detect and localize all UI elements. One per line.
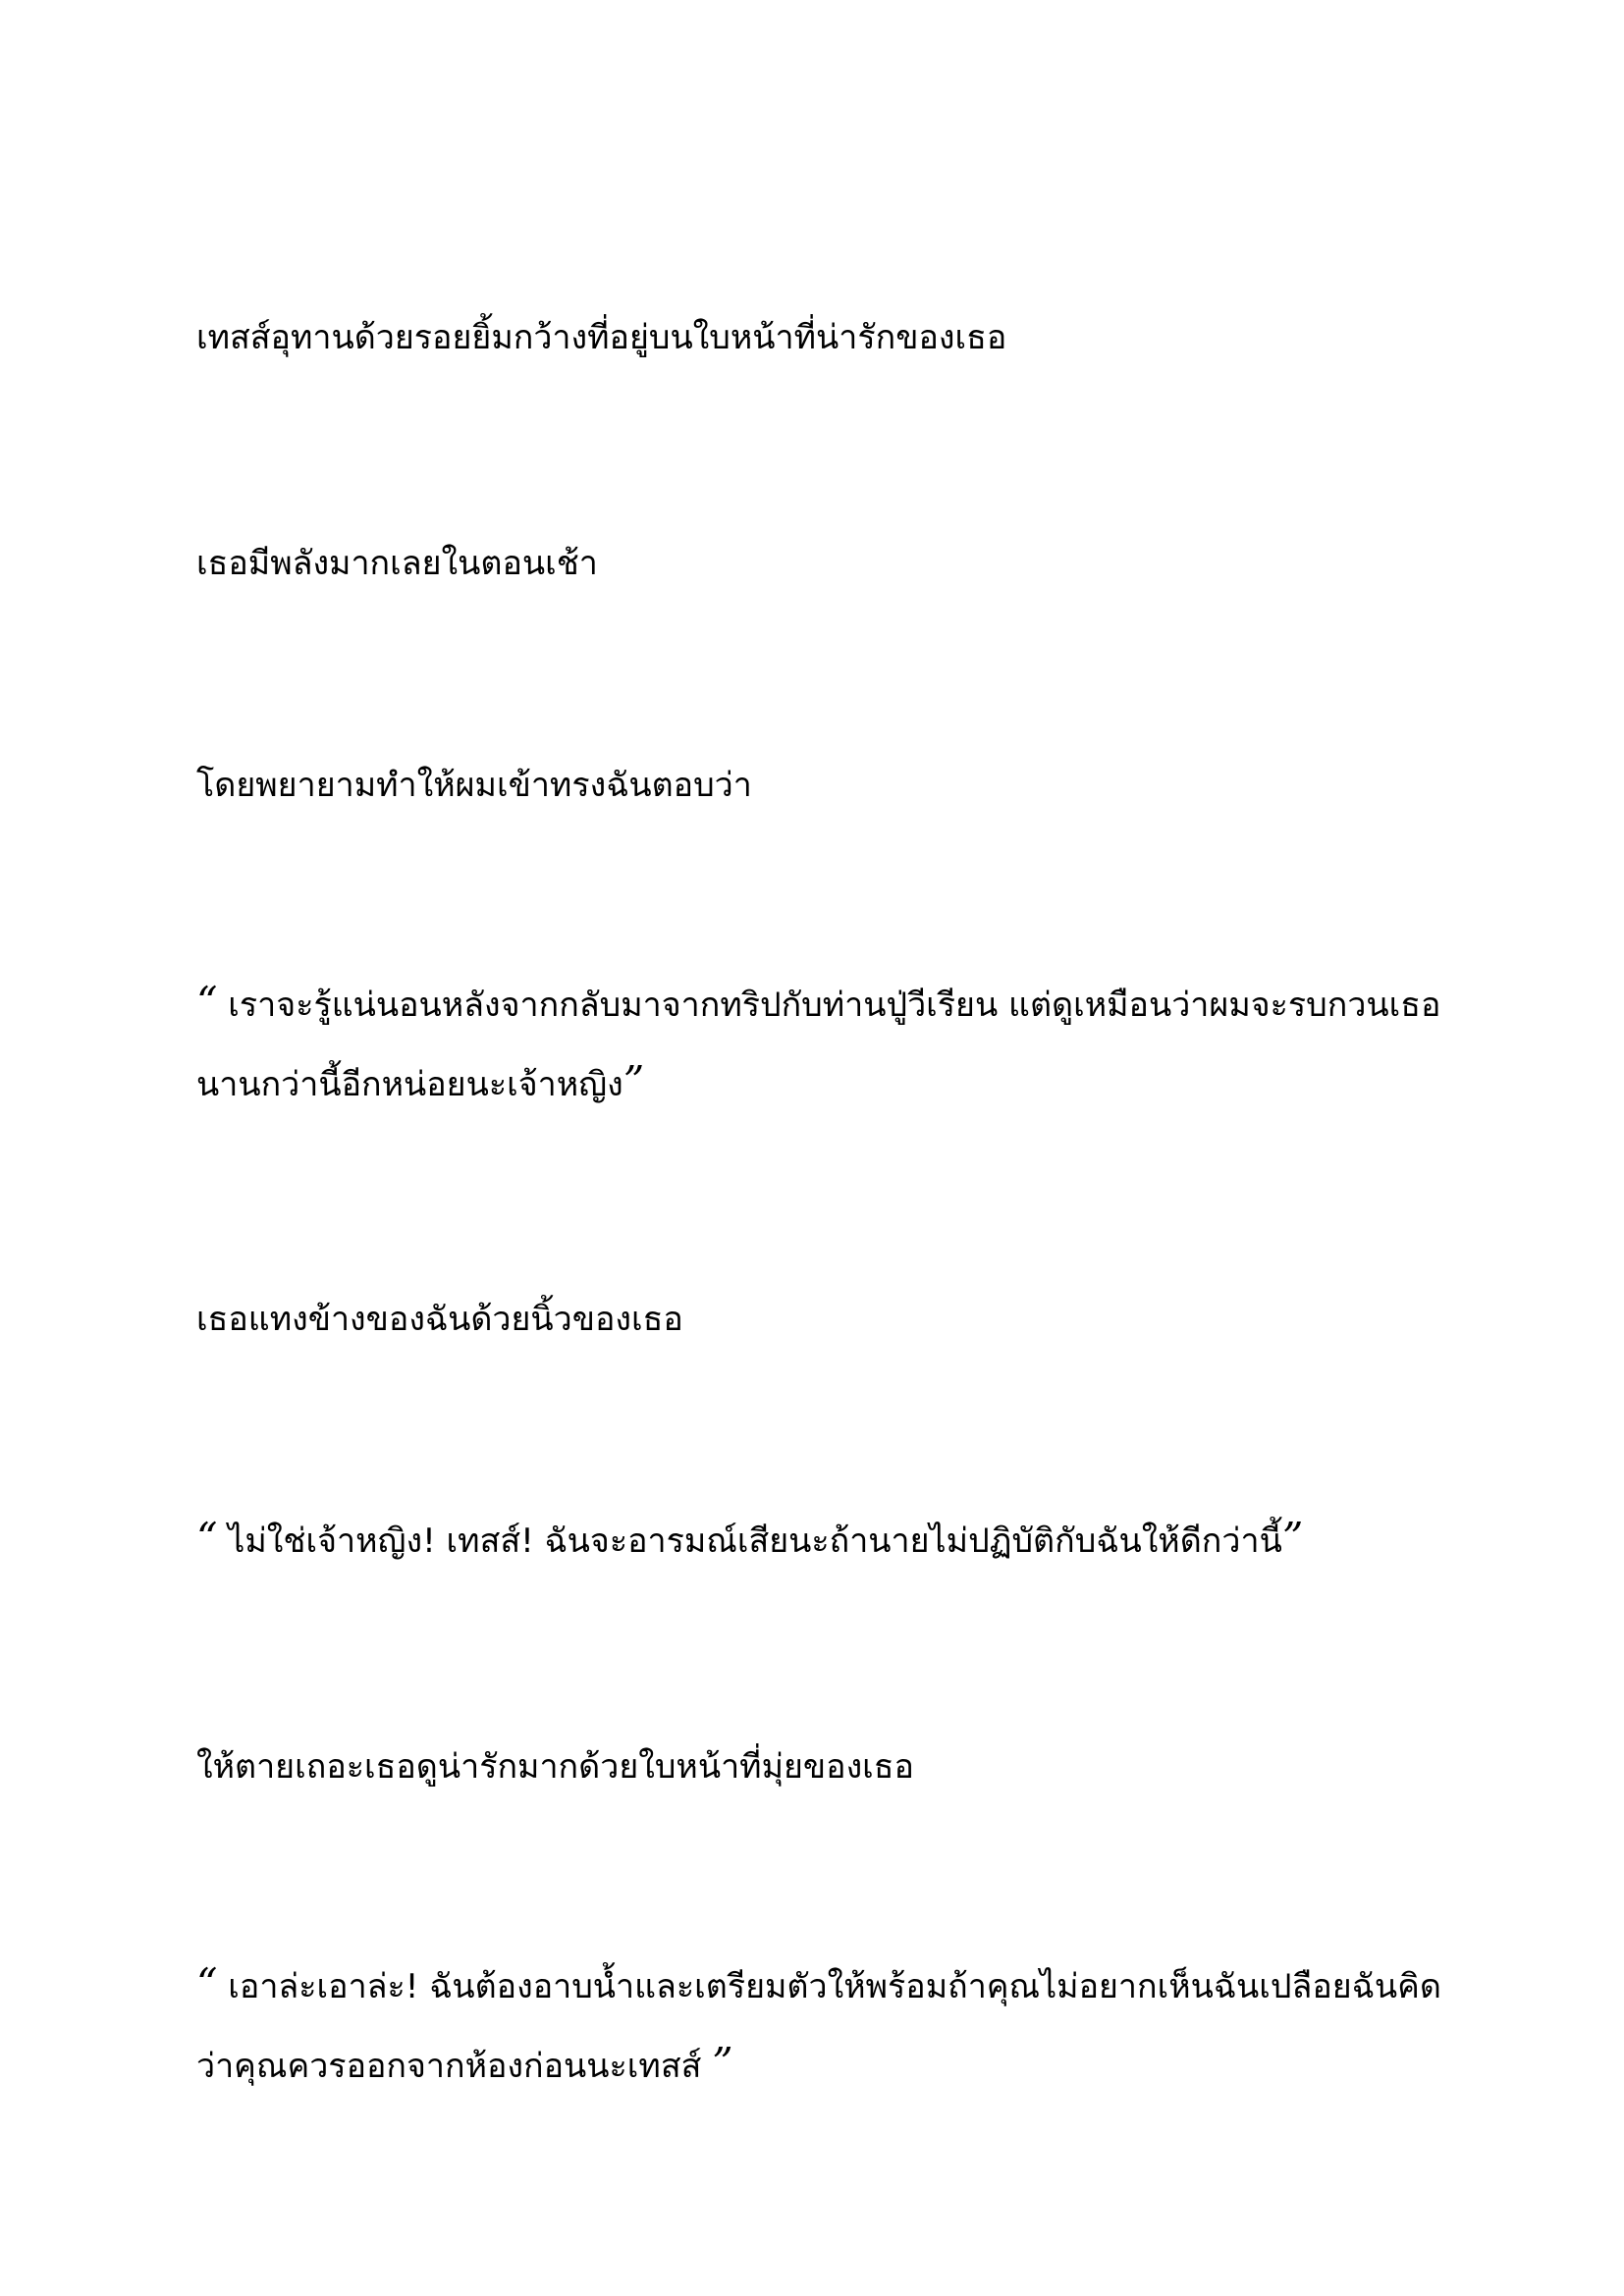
open-quote: “ xyxy=(196,1959,218,2007)
paragraph-text: โดยพยายามทำให้ผมเข้าทรงฉันตอบว่า xyxy=(196,766,752,805)
open-quote: “ xyxy=(196,1514,218,1562)
paragraph-5 xyxy=(196,1278,1463,1358)
paragraph-text: ให้ตายเถอะเธอดูน่ารักมากด้วยใบหน้าที่มุ่ยของเธอ xyxy=(196,1747,914,1787)
paragraph-text: เอาล่ะเอาล่ะ! ฉันต้องอาบน้ำและเตรียมตัวให้พร้อมถ้าคุณไม่อยากเห็นฉันเปลือยฉันคิดว่าคุณควรออกจากห้องก่อนนะเทสส์ xyxy=(196,1967,1441,2086)
paragraph-1 xyxy=(196,296,1463,376)
paragraph-text: เทสส์อุทานด้วยรอยยิ้มกว้างที่อยู่บนใบหน้าที่น่ารักของเธอ xyxy=(196,318,1007,357)
paragraph-3 xyxy=(196,744,1463,824)
paragraph-text: ไม่ใช่เจ้าหญิง! เทสส์! ฉันจะอารมณ์เสียนะถ้านายไม่ปฏิบัติกับฉันให้ดีกว่านี้ xyxy=(217,1522,1282,1561)
paragraph-text: เราจะรู้แน่นอนหลังจากกลับมาจากทริปกับท่านปู่วีเรียน แต่ดูเหมือนว่าผมจะรบกวนเธอนานกว่านี้อีกหน่อยนะเจ้าหญิง xyxy=(196,986,1441,1104)
paragraph-4 xyxy=(196,964,1463,1123)
close-quote: ” xyxy=(1281,1514,1304,1562)
open-quote: “ xyxy=(196,978,218,1026)
paragraph-text: เธอแทงข้างของฉันด้วยนิ้วของเธอ xyxy=(196,1300,683,1339)
paragraph-2 xyxy=(196,522,1463,602)
paragraph-6 xyxy=(196,1500,1463,1579)
close-quote: ” xyxy=(623,1057,645,1105)
close-quote: ” xyxy=(712,2039,733,2087)
paragraph-8 xyxy=(196,1946,1463,2105)
paragraph-7 xyxy=(196,1726,1463,1805)
paragraph-text: เธอมีพลังมากเลยในตอนเช้า xyxy=(196,544,598,583)
